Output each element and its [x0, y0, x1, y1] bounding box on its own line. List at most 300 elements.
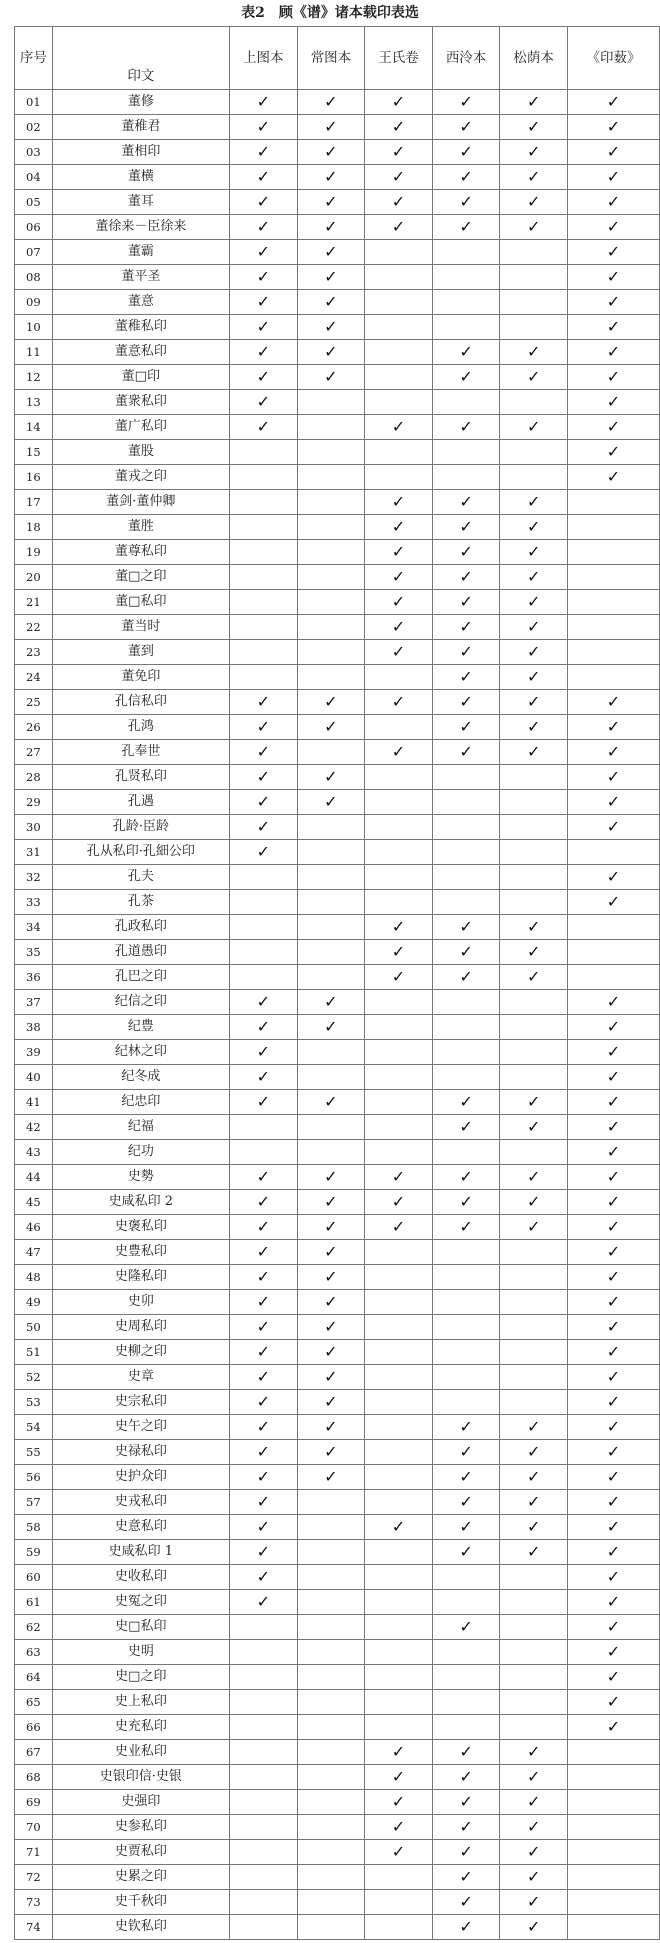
check-mark-icon: ✓: [229, 1165, 297, 1190]
row-number: 58: [15, 1515, 53, 1540]
empty-cell: [365, 1590, 433, 1615]
empty-cell: [365, 1015, 433, 1040]
seal-name: 史参私印: [52, 1815, 229, 1840]
check-mark-icon: ✓: [365, 1215, 433, 1240]
row-number: 25: [15, 690, 53, 715]
check-mark-icon: ✓: [500, 665, 568, 690]
check-mark-icon: ✓: [229, 1440, 297, 1465]
empty-cell: [229, 540, 297, 565]
check-mark-icon: ✓: [432, 1165, 500, 1190]
table-row: [15, 990, 660, 1015]
empty-cell: [297, 1715, 365, 1740]
check-mark-icon: ✓: [500, 740, 568, 765]
row-number: 37: [15, 990, 53, 1015]
empty-cell: [229, 1740, 297, 1765]
check-mark-icon: ✓: [500, 540, 568, 565]
check-mark-icon: ✓: [297, 1440, 365, 1465]
empty-cell: [365, 1390, 433, 1415]
empty-cell: [297, 940, 365, 965]
seal-name: 董到: [52, 640, 229, 665]
empty-cell: [297, 740, 365, 765]
check-mark-icon: ✓: [567, 1040, 659, 1065]
row-number: 52: [15, 1365, 53, 1390]
check-mark-icon: ✓: [567, 440, 659, 465]
check-mark-icon: ✓: [297, 1090, 365, 1115]
row-number: 28: [15, 765, 53, 790]
empty-cell: [567, 1865, 659, 1890]
row-number: 39: [15, 1040, 53, 1065]
empty-cell: [432, 1565, 500, 1590]
check-mark-icon: ✓: [432, 665, 500, 690]
empty-cell: [229, 640, 297, 665]
check-mark-icon: ✓: [567, 990, 659, 1015]
check-mark-icon: ✓: [432, 1540, 500, 1565]
empty-cell: [432, 1140, 500, 1165]
empty-cell: [297, 440, 365, 465]
check-mark-icon: ✓: [432, 565, 500, 590]
check-mark-icon: ✓: [229, 815, 297, 840]
check-mark-icon: ✓: [567, 465, 659, 490]
empty-cell: [567, 615, 659, 640]
header-col-4: 松荫本: [500, 27, 568, 90]
empty-cell: [365, 1890, 433, 1915]
check-mark-icon: ✓: [297, 1265, 365, 1290]
check-mark-icon: ✓: [567, 90, 659, 115]
empty-cell: [297, 1515, 365, 1540]
check-mark-icon: ✓: [432, 715, 500, 740]
seal-name: 史宗私印: [52, 1390, 229, 1415]
table-row: [15, 865, 660, 890]
table-row: [15, 740, 660, 765]
empty-cell: [229, 915, 297, 940]
check-mark-icon: ✓: [365, 965, 433, 990]
check-mark-icon: ✓: [567, 1165, 659, 1190]
check-mark-icon: ✓: [500, 340, 568, 365]
empty-cell: [229, 1840, 297, 1865]
empty-cell: [500, 1290, 568, 1315]
row-number: 01: [15, 90, 53, 115]
empty-cell: [365, 1915, 433, 1940]
check-mark-icon: ✓: [432, 615, 500, 640]
empty-cell: [365, 790, 433, 815]
check-mark-icon: ✓: [297, 1315, 365, 1340]
empty-cell: [500, 1065, 568, 1090]
empty-cell: [500, 1590, 568, 1615]
empty-cell: [365, 365, 433, 390]
check-mark-icon: ✓: [365, 1740, 433, 1765]
empty-cell: [297, 965, 365, 990]
check-mark-icon: ✓: [567, 1615, 659, 1640]
row-number: 41: [15, 1090, 53, 1115]
seal-name: 纪信之印: [52, 990, 229, 1015]
check-mark-icon: ✓: [567, 1015, 659, 1040]
table-row: [15, 1190, 660, 1215]
empty-cell: [567, 1915, 659, 1940]
check-mark-icon: ✓: [229, 340, 297, 365]
check-mark-icon: ✓: [297, 265, 365, 290]
check-mark-icon: ✓: [567, 1490, 659, 1515]
row-number: 66: [15, 1715, 53, 1740]
check-mark-icon: ✓: [297, 1165, 365, 1190]
empty-cell: [500, 1565, 568, 1590]
check-mark-icon: ✓: [432, 515, 500, 540]
check-mark-icon: ✓: [432, 365, 500, 390]
check-mark-icon: ✓: [432, 1790, 500, 1815]
row-number: 47: [15, 1240, 53, 1265]
empty-cell: [567, 1740, 659, 1765]
check-mark-icon: ✓: [229, 840, 297, 865]
check-mark-icon: ✓: [229, 1415, 297, 1440]
check-mark-icon: ✓: [229, 215, 297, 240]
row-number: 68: [15, 1765, 53, 1790]
row-number: 38: [15, 1015, 53, 1040]
check-mark-icon: ✓: [229, 715, 297, 740]
empty-cell: [297, 1615, 365, 1640]
empty-cell: [365, 1715, 433, 1740]
table-row: [15, 190, 660, 215]
check-mark-icon: ✓: [567, 790, 659, 815]
empty-cell: [567, 665, 659, 690]
check-mark-icon: ✓: [567, 115, 659, 140]
row-number: 23: [15, 640, 53, 665]
check-mark-icon: ✓: [500, 1415, 568, 1440]
table-title: 表2 顾《谱》诸本载印表选: [241, 5, 419, 21]
check-mark-icon: ✓: [567, 1315, 659, 1340]
empty-cell: [365, 1090, 433, 1115]
check-mark-icon: ✓: [500, 690, 568, 715]
row-number: 02: [15, 115, 53, 140]
header-no: 序号: [15, 27, 53, 90]
table-row: [15, 1165, 660, 1190]
empty-cell: [297, 1640, 365, 1665]
empty-cell: [432, 440, 500, 465]
check-mark-icon: ✓: [365, 690, 433, 715]
check-mark-icon: ✓: [500, 1915, 568, 1940]
check-mark-icon: ✓: [297, 115, 365, 140]
empty-cell: [365, 715, 433, 740]
empty-cell: [500, 1140, 568, 1165]
check-mark-icon: ✓: [500, 615, 568, 640]
check-mark-icon: ✓: [365, 915, 433, 940]
table-row: [15, 115, 660, 140]
table-row: [15, 90, 660, 115]
check-mark-icon: ✓: [297, 1340, 365, 1365]
empty-cell: [297, 865, 365, 890]
check-mark-icon: ✓: [567, 340, 659, 365]
check-mark-icon: ✓: [365, 1765, 433, 1790]
check-mark-icon: ✓: [229, 1565, 297, 1590]
empty-cell: [229, 1715, 297, 1740]
check-mark-icon: ✓: [567, 1590, 659, 1615]
check-mark-icon: ✓: [500, 490, 568, 515]
seal-name: 纪豊: [52, 1015, 229, 1040]
check-mark-icon: ✓: [229, 415, 297, 440]
table-row: [15, 1140, 660, 1165]
seal-name: 孔道愚印: [52, 940, 229, 965]
check-mark-icon: ✓: [229, 1240, 297, 1265]
check-mark-icon: ✓: [432, 915, 500, 940]
seal-name: 史午之印: [52, 1415, 229, 1440]
check-mark-icon: ✓: [297, 140, 365, 165]
row-number: 15: [15, 440, 53, 465]
check-mark-icon: ✓: [229, 390, 297, 415]
empty-cell: [567, 565, 659, 590]
empty-cell: [567, 1840, 659, 1865]
header-col-5: 《印薮》: [567, 27, 659, 90]
empty-cell: [365, 840, 433, 865]
empty-cell: [500, 865, 568, 890]
check-mark-icon: ✓: [432, 140, 500, 165]
table-row: [15, 1665, 660, 1690]
row-number: 61: [15, 1590, 53, 1615]
seal-name: 董意私印: [52, 340, 229, 365]
table-row: [15, 1240, 660, 1265]
row-number: 56: [15, 1465, 53, 1490]
empty-cell: [500, 1240, 568, 1265]
empty-cell: [365, 290, 433, 315]
table-row: [15, 340, 660, 365]
check-mark-icon: ✓: [432, 1615, 500, 1640]
row-number: 73: [15, 1890, 53, 1915]
empty-cell: [500, 1690, 568, 1715]
empty-cell: [432, 1640, 500, 1665]
check-mark-icon: ✓: [229, 1365, 297, 1390]
empty-cell: [365, 465, 433, 490]
seal-name: 史卯: [52, 1290, 229, 1315]
empty-cell: [365, 1865, 433, 1890]
empty-cell: [567, 1765, 659, 1790]
empty-cell: [365, 665, 433, 690]
seal-name: 孔茶: [52, 890, 229, 915]
table-row: [15, 940, 660, 965]
empty-cell: [567, 1890, 659, 1915]
empty-cell: [432, 765, 500, 790]
seal-name: 史褒私印: [52, 1215, 229, 1240]
table-row: [15, 1365, 660, 1390]
check-mark-icon: ✓: [567, 1440, 659, 1465]
check-mark-icon: ✓: [567, 1065, 659, 1090]
empty-cell: [500, 1390, 568, 1415]
check-mark-icon: ✓: [229, 790, 297, 815]
table-header-row: [15, 27, 660, 90]
check-mark-icon: ✓: [567, 1415, 659, 1440]
row-number: 32: [15, 865, 53, 890]
seal-name: 史银印信·史银: [52, 1765, 229, 1790]
seal-name: 孔从私印·孔細公印: [52, 840, 229, 865]
check-mark-icon: ✓: [229, 1265, 297, 1290]
check-mark-icon: ✓: [365, 1840, 433, 1865]
row-number: 29: [15, 790, 53, 815]
seal-name: 孔政私印: [52, 915, 229, 940]
empty-cell: [365, 1040, 433, 1065]
check-mark-icon: ✓: [567, 1715, 659, 1740]
row-number: 48: [15, 1265, 53, 1290]
table-row: [15, 165, 660, 190]
check-mark-icon: ✓: [229, 290, 297, 315]
check-mark-icon: ✓: [365, 490, 433, 515]
check-mark-icon: ✓: [432, 1465, 500, 1490]
table-row: [15, 390, 660, 415]
check-mark-icon: ✓: [297, 240, 365, 265]
seal-name: 史□之印: [52, 1665, 229, 1690]
check-mark-icon: ✓: [500, 590, 568, 615]
row-number: 13: [15, 390, 53, 415]
empty-cell: [297, 565, 365, 590]
row-number: 19: [15, 540, 53, 565]
check-mark-icon: ✓: [297, 90, 365, 115]
seal-name: 董胜: [52, 515, 229, 540]
table-row: [15, 965, 660, 990]
check-mark-icon: ✓: [500, 1165, 568, 1190]
check-mark-icon: ✓: [229, 1065, 297, 1090]
row-number: 07: [15, 240, 53, 265]
table-row: [15, 1390, 660, 1415]
check-mark-icon: ✓: [432, 1090, 500, 1115]
empty-cell: [297, 1790, 365, 1815]
row-number: 60: [15, 1565, 53, 1590]
check-mark-icon: ✓: [365, 1165, 433, 1190]
empty-cell: [500, 265, 568, 290]
check-mark-icon: ✓: [567, 190, 659, 215]
empty-cell: [365, 1465, 433, 1490]
empty-cell: [365, 865, 433, 890]
table-row: [15, 1440, 660, 1465]
row-number: 34: [15, 915, 53, 940]
seal-name: 史柳之印: [52, 1340, 229, 1365]
empty-cell: [229, 890, 297, 915]
empty-cell: [229, 1915, 297, 1940]
check-mark-icon: ✓: [567, 1540, 659, 1565]
row-number: 33: [15, 890, 53, 915]
table-row: [15, 815, 660, 840]
check-mark-icon: ✓: [229, 1340, 297, 1365]
table-row: [15, 490, 660, 515]
table-row: [15, 1640, 660, 1665]
empty-cell: [567, 1815, 659, 1840]
check-mark-icon: ✓: [229, 1490, 297, 1515]
empty-cell: [229, 1790, 297, 1815]
check-mark-icon: ✓: [432, 940, 500, 965]
table-row: [15, 1415, 660, 1440]
row-number: 18: [15, 515, 53, 540]
check-mark-icon: ✓: [432, 965, 500, 990]
empty-cell: [432, 1715, 500, 1740]
check-mark-icon: ✓: [229, 265, 297, 290]
empty-cell: [365, 1490, 433, 1515]
seal-name: 史禄私印: [52, 1440, 229, 1465]
seal-name: 史充私印: [52, 1715, 229, 1740]
empty-cell: [567, 515, 659, 540]
empty-cell: [432, 790, 500, 815]
empty-cell: [297, 1115, 365, 1140]
seal-name: 史上私印: [52, 1690, 229, 1715]
check-mark-icon: ✓: [432, 740, 500, 765]
empty-cell: [365, 1365, 433, 1390]
row-number: 04: [15, 165, 53, 190]
check-mark-icon: ✓: [432, 190, 500, 215]
row-number: 44: [15, 1165, 53, 1190]
table-row: [15, 1290, 660, 1315]
check-mark-icon: ✓: [567, 690, 659, 715]
seal-name: 史豊私印: [52, 1240, 229, 1265]
empty-cell: [365, 890, 433, 915]
check-mark-icon: ✓: [229, 165, 297, 190]
empty-cell: [297, 665, 365, 690]
check-mark-icon: ✓: [297, 165, 365, 190]
empty-cell: [500, 390, 568, 415]
seal-name: 董平圣: [52, 265, 229, 290]
empty-cell: [432, 1065, 500, 1090]
row-number: 03: [15, 140, 53, 165]
empty-cell: [432, 1665, 500, 1690]
table-row: [15, 515, 660, 540]
seal-name: 史□私印: [52, 1615, 229, 1640]
check-mark-icon: ✓: [229, 1015, 297, 1040]
empty-cell: [365, 1315, 433, 1340]
table-row: [15, 1615, 660, 1640]
table-row: [15, 890, 660, 915]
empty-cell: [500, 1015, 568, 1040]
empty-cell: [365, 1065, 433, 1090]
seal-name: 董当时: [52, 615, 229, 640]
row-number: 64: [15, 1665, 53, 1690]
empty-cell: [365, 1665, 433, 1690]
check-mark-icon: ✓: [365, 90, 433, 115]
row-number: 10: [15, 315, 53, 340]
seal-name: 董衆私印: [52, 390, 229, 415]
empty-cell: [229, 1665, 297, 1690]
empty-cell: [229, 1640, 297, 1665]
table-row: [15, 1015, 660, 1040]
check-mark-icon: ✓: [567, 815, 659, 840]
check-mark-icon: ✓: [365, 140, 433, 165]
row-number: 20: [15, 565, 53, 590]
row-number: 53: [15, 1390, 53, 1415]
check-mark-icon: ✓: [229, 690, 297, 715]
seal-name: 史章: [52, 1365, 229, 1390]
empty-cell: [297, 915, 365, 940]
table-row: [15, 1265, 660, 1290]
seal-name: 史冤之印: [52, 1590, 229, 1615]
row-number: 31: [15, 840, 53, 865]
check-mark-icon: ✓: [432, 1515, 500, 1540]
seal-name: 史勢: [52, 1165, 229, 1190]
check-mark-icon: ✓: [567, 1390, 659, 1415]
check-mark-icon: ✓: [500, 1765, 568, 1790]
seal-name: 孔遇: [52, 790, 229, 815]
check-mark-icon: ✓: [500, 90, 568, 115]
seal-name: 纪林之印: [52, 1040, 229, 1065]
check-mark-icon: ✓: [297, 1240, 365, 1265]
empty-cell: [500, 890, 568, 915]
empty-cell: [297, 1065, 365, 1090]
empty-cell: [297, 1740, 365, 1765]
empty-cell: [365, 315, 433, 340]
check-mark-icon: ✓: [567, 715, 659, 740]
check-mark-icon: ✓: [500, 1540, 568, 1565]
empty-cell: [567, 915, 659, 940]
empty-cell: [432, 1365, 500, 1390]
check-mark-icon: ✓: [567, 765, 659, 790]
row-number: 36: [15, 965, 53, 990]
seal-name: 史累之印: [52, 1865, 229, 1890]
empty-cell: [229, 490, 297, 515]
table-row: [15, 465, 660, 490]
check-mark-icon: ✓: [500, 1190, 568, 1215]
empty-cell: [297, 1565, 365, 1590]
empty-cell: [297, 540, 365, 565]
check-mark-icon: ✓: [567, 1190, 659, 1215]
